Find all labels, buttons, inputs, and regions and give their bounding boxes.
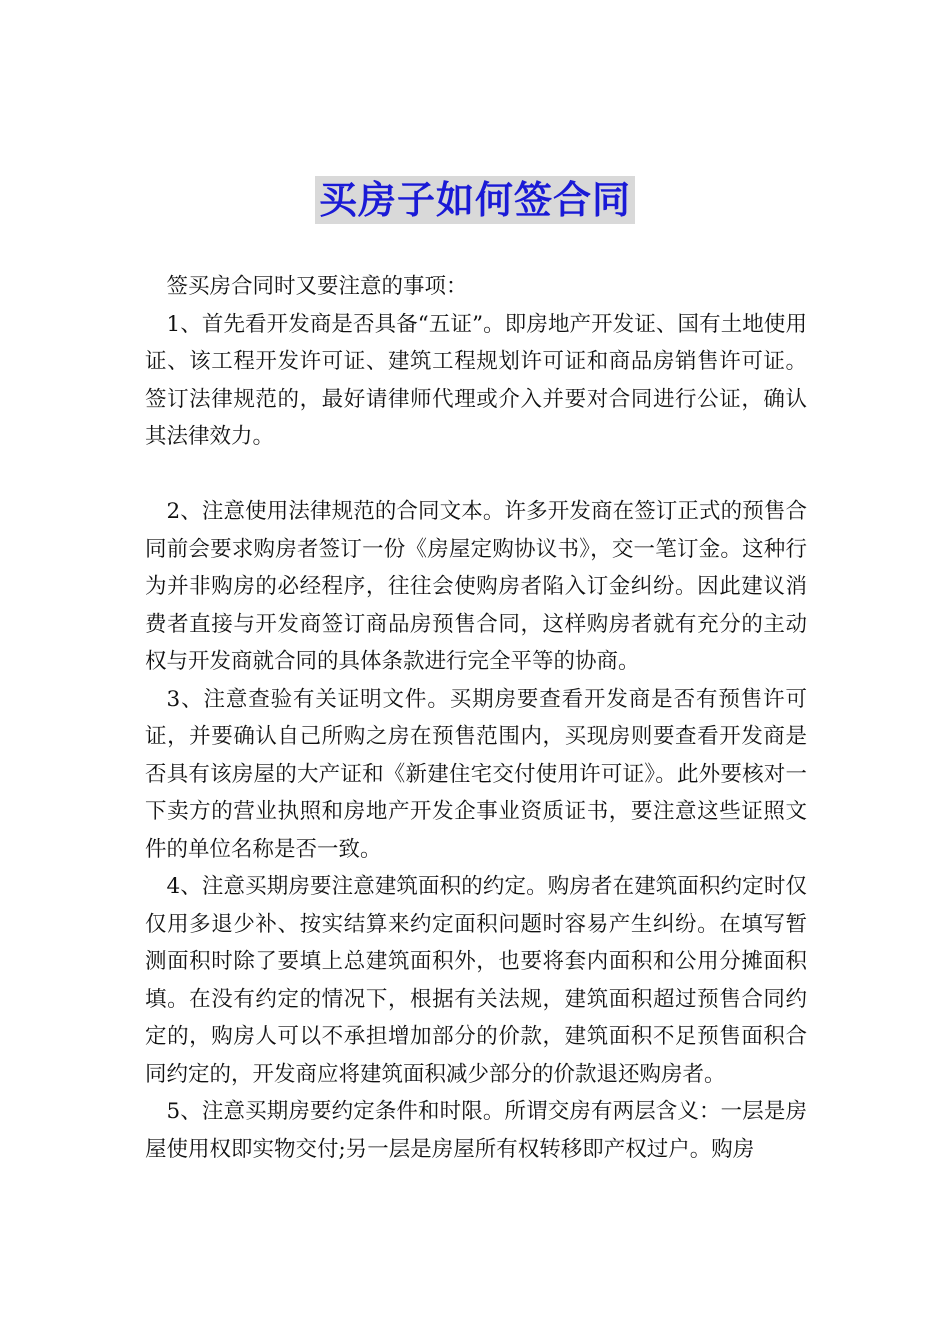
title-container xyxy=(0,176,950,224)
intro-line: 签买房合同时又要注意的事项： xyxy=(166,274,468,299)
paragraph-2: 2、注意使用法律规范的合同文本。许多开发商在签订正式的预售合同前会要求购房者签订一份《房屋定购协议书》，交一笔订金。这种行为并非购房的必经程序，往往会使购房者陷入订金纠纷。因此建议消费者直接与开发商签订商品房预售合同，这样购房者就有充分的主动权与开发商就合同的具体条款进行完全平等的协商。 xyxy=(145,499,807,674)
document-body xyxy=(145,268,807,1168)
paragraph-4: 4、注意买期房要注意建筑面积的约定。购房者在建筑面积约定时仅仅用多退少补、按实结算来约定面积问题时容易产生纠纷。在填写暂测面积时除了要填上总建筑面积外，也要将套内面积和公用分摊面积填。在没有约定的情况下，根据有关法规，建筑面积超过预售合同约定的，购房人可以不承担增加部分的价款，建筑面积不足预售面积合同约定的，开发商应将建筑面积减少部分的价款退还购房者。 xyxy=(145,874,807,1087)
paragraph-1: 1、首先看开发商是否具备“五证”。即房地产开发证、国有土地使用证、该工程开发许可证、建筑工程规划许可证和商品房销售许可证。签订法律规范的，最好请律师代理或介入并要对合同进行公证，确认其法律效力。 xyxy=(145,311,807,449)
paragraph-3: 3、注意查验有关证明文件。买期房要查看开发商是否有预售许可证，并要确认自己所购之房在预售范围内，买现房则要查看开发商是否具有该房屋的大产证和《新建住宅交付使用许可证》。此外要核对一下卖方的营业执照和房地产开发企事业资质证书，要注意这些证照文件的单位名称是否一致。 xyxy=(145,686,807,862)
document-title: 买房子如何签合同 xyxy=(315,176,635,224)
paragraph-5: 5、注意买期房要约定条件和时限。所谓交房有两层含义：一层是房屋使用权即实物交付;另一层是房屋所有权转移即产权过户。购房 xyxy=(145,1099,807,1162)
